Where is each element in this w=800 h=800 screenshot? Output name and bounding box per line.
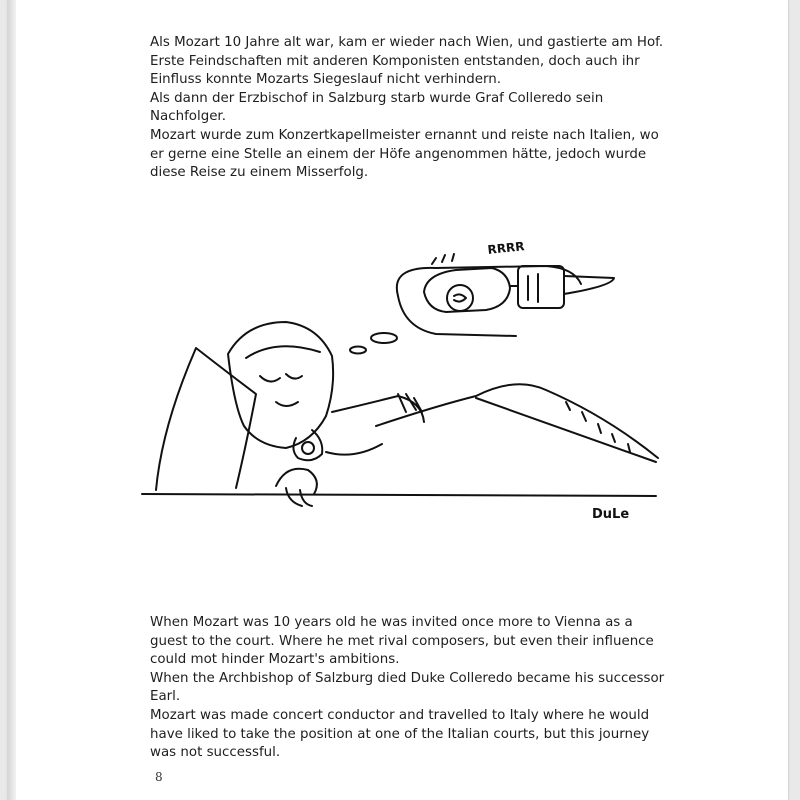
chainsaw-sketch (424, 254, 614, 312)
sleeping-mozart-illustration (136, 226, 666, 528)
blanket (376, 384, 658, 462)
german-paragraph-1: Als Mozart 10 Jahre alt war, kam er wieder nach Wien, und gastierte am Hof. Erste Feindschaften mit anderen Komponisten entstanden, doch auch ihr Einfluss konnte Mozarts Siegeslauf nicht verhindern. (150, 35, 664, 88)
english-text-block (150, 614, 670, 763)
sound-effect-text: RRRR (486, 239, 526, 257)
english-paragraph-1: When Mozart was 10 years old he was invited once more to Vienna as a guest to the court. Where he met rival composers, but even their influence could mot hinder Mozart's ambitions. (150, 615, 654, 668)
page-number: 8 (155, 770, 163, 784)
english-paragraph-2: When the Archbishop of Salzburg died Duke Colleredo became his successor Earl. (150, 670, 665, 705)
page (8, 0, 788, 800)
table-edge (142, 494, 656, 496)
german-paragraph-2: Als dann der Erzbischof in Salzburg starb wurde Graf Colleredo sein Nachfolger. (150, 90, 604, 125)
page-edge (8, 0, 16, 800)
german-text-block (150, 34, 670, 183)
english-paragraph-3: Mozart was made concert conductor and travelled to Italy where he would have liked to take the position at one of the Italian courts, but this journey was not successful. (150, 707, 650, 761)
mozart-figure (228, 322, 424, 506)
german-paragraph-3: Mozart wurde zum Konzertkapellmeister ernannt und reiste nach Italien, wo er gerne eine Stelle an einem der Höfe angenommen hätte, jedoch wurde diese Reise zu einem Misserfolg. (150, 127, 659, 181)
artist-signature: DuLe (592, 507, 630, 522)
